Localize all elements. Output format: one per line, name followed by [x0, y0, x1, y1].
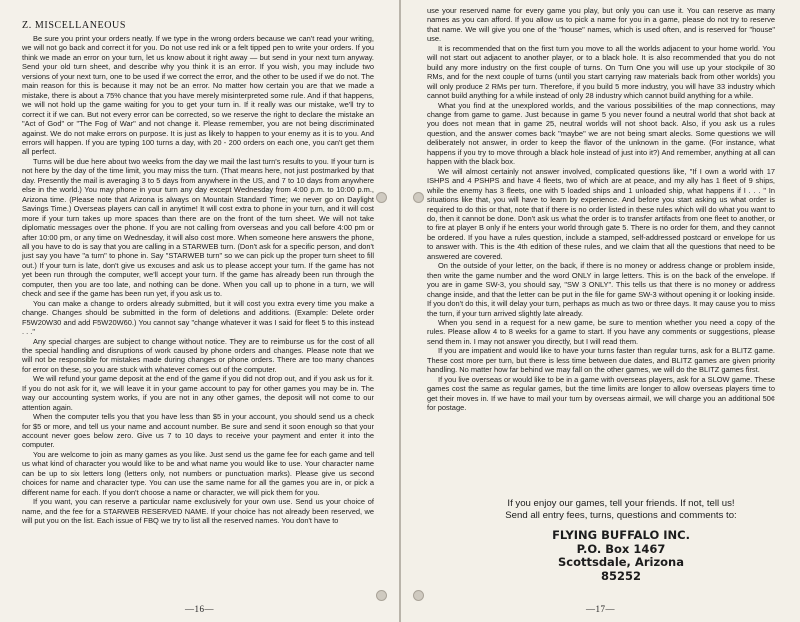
- zip-code: 85252: [600, 568, 641, 583]
- promo-line: If you enjoy our games, tell your friends. If not, tell us!: [507, 498, 735, 509]
- paragraph: Any special charges are subject to change without notice. They are to reimburse us for the cost of all the special handling and disruptions of work caused by phone orders and changes. Please note that we will not be responsible for mistakes made during changes or phone orders. There are too many chances for error on these, so you are stuck with whatever comes out of the computer.: [22, 336, 374, 374]
- paragraph: If you are impatient and would like to have your turns faster than regular turns, ask for a BLITZ game. These cost more per turn, but there is less time between due dates, and BLITZ games are given priority handling. No matter how far behind we may fall on the other games, we will do the BLITZ games first.: [427, 346, 775, 375]
- company-name: FLYING BUFFALO INC.: [552, 528, 690, 542]
- promo-block: [471, 498, 771, 522]
- left-text-column: [22, 34, 374, 526]
- page-16: [0, 0, 399, 622]
- staple-hole: [376, 590, 387, 601]
- paragraph: You can make a change to orders already submitted, but it will cost you extra every time you make a change. Changes should be submitted in the form of deletions and additions. (Example: Delete order F5W20W30 and add F5W20W60.) You cannot say "change whatever it was I said for fleet 5 to this instead . . .": [22, 298, 374, 337]
- paragraph: Be sure you print your orders neatly. If we type in the wrong orders because we can't read your writing, we will not go back and correct it for you. Do not use red ink or a felt tipped pen to write your orders. If you think we made an error on your turn, let us know about it right away — but send in your next turn anyway. Send your old turn sheet, and describe why you think it is an error. If you wish, you may include two versions of your next turn, one to be used if we correct the error, and the other to be used if we do not. The main reason for this is because it may not be an error. No matter how certain you are that we made a mistake, there is about a 75% chance that you have merely misinterpreted some rule. And if that happens, we will not hold up the game waiting for you to get your turn in. If it really was our mistake, we'll try to correct it if we can. But not every error can be corrected, so we reserve the right to declare the mistake an "Act of God" or "The Fog of War" and not change it. Please remember, you are not being discriminated against. We do not make errors on purpose. It is just as likely to happen to your enemy as it is to you. And errors will happen. If you are typing 100 turns a day, with 20 - 200 orders on each one, you can't get them all perfect.: [22, 34, 374, 157]
- staple-hole: [376, 192, 387, 203]
- right-text-column: [427, 6, 775, 412]
- paragraph: We will refund your game deposit at the end of the game if you did not drop out, and if you ask us for it. If you do not ask for it, we will leave it in your game account to pay for other games you may be in. The way our accounting system works, if you are not in any other games, the deposit will not come to our attention again.: [22, 374, 374, 412]
- po-box: P.O. Box 1467: [576, 541, 666, 556]
- page-number: —16—: [185, 604, 214, 614]
- paragraph: On the outside of your letter, on the back, if there is no money or address change or problem inside, then write the game number and the word ONLY in large letters. This is on the back of the envelope. If you are in game SW-3, you should say, "SW 3 ONLY". This tells us that there is no money or address change inside, and that the letter can be put in the file for game SW-3 without opening it or looking inside. If you don't do this, it will delay your turn, perhaps as much as two or three days. It may cause you to miss the turn, if your turn arrived slightly late already.: [427, 261, 775, 318]
- staple-hole: [413, 590, 424, 601]
- paragraph: You are welcome to join as many games as you like. Just send us the game fee for each game and tell us what kind of character you would like to be and what name you would like to use. Your character name can be up to six letters long (letters only, not numbers or punctuation marks). Please give us second choices for name and character type. You can use the same name for all the games you are in, or pick a different name for each. If you don't choose a name or character, we will pick them for you.: [22, 449, 374, 497]
- staple-hole: [413, 192, 424, 203]
- city-state: Scottsdale, Arizona: [557, 555, 684, 570]
- page-17: [401, 0, 800, 622]
- section-heading: Z. MISCELLANEOUS: [22, 20, 127, 31]
- paragraph: If you want, you can reserve a particular name exclusively for your own use. Send us your choice of name, and the fee for a STARWEB RESERVED NAME. If your choice has not already been reserved, we will put you on the list. Each issue of FBQ we try to list all the reserved names. You don't have to: [22, 497, 374, 526]
- page-number: —17—: [586, 604, 615, 614]
- paragraph: It is recommended that on the first turn you move to all the worlds adjacent to your home world. You will not start out adjacent to another player, or to a black hole. It is also recommended that you do not build any more industry on the first couple of turns. On Turn One you will use up your stockpile of 30 RMs, and for the next couple of turns (until you start carrying raw materials back from other worlds) you will only produce 2 RMs per turn. Therefore, if you build 5 more industry, you will have 33 industry which cannot build anything for a while instead of only 28 industry which cannot build anything for a while.: [427, 43, 775, 101]
- paragraph: We will almost certainly not answer involved, complicated questions like, "If I own a world with 17 ISHPS and 4 PSHPS and have 4 fleets, two of which are at peace, and my ally has 1 fleet of 9 ships, while the enemy has 3 fleets, one with 5 loaded ships and 1 unloaded ship, what happens if I . . . " In situations like that, you will have to learn by experience. And before you start asking us what order is required to do this or that, note that if there is no order listed in these rules which will do what you want to do, then it cannot be done. Don't ask us what the order is to transfer artifacts from one fleet to another, or to fire at player B only if he enters your world through gate 5. There is no order for them, and they cannot be ordered. If you have a rules question, include a stamped, self-addressed postcard or envelope for us to answer with. This is the 4th edition of these rules, and we claim that all the questions that need to be answered are covered.: [427, 166, 775, 261]
- paragraph: What you find at the unexplored worlds, and the various possibilities of the map connections, may change from game to game. Just because in game 5 you never found a neutral world that shot back at you does not mean that in game 25, neutral worlds will not shoot back. Also, if you ask us a rules question, and the answer comes back "maybe" we are not being smart alecks. Some questions we will deliberately not answer, in order to keep the flavor of the unknown in the game. (For instance, what happens if you try to move through a black hole instead of just into it?) And remember, anything at all can happen with the black box.: [427, 100, 775, 167]
- promo-line: Send all entry fees, turns, questions and comments to:: [505, 510, 737, 521]
- paragraph: When the computer tells you that you have less than $5 in your account, you should send us a check for $5 or more, and tell us your name and account number. Be sure and send it soon enough so that your account never goes below zero. Give us 7 to 10 days to receive your payment and enter it into the computer.: [22, 412, 374, 450]
- paragraph: Turns will be due here about two weeks from the day we mail the last turn's results to you. If your turn is not here by the day of the time limit, you may miss the turn. (That means here, not just postmarked by that day. Presently the mail is averaging 3 to 5 days from anywhere in the US, and 7 to 10 days from anywhere else in the world.) You may phone in your turn any day except Wednesday from 4:00 p.m. to 10:00 p.m., Arizona time. (Please note that Arizona is always on Mountain Standard Time; we never go on Daylight Savings Time.) Overseas players can call in anytime! It will cost extra to phone in your turn, and it will cost more if your turn takes up more spaces than there are on the front of the turn sheet. We will not take diplomatic messages over the phone. If you are not calling from overseas and you call before 4:00 pm or after 10:00 pm, or any time on Wednesday, it will also cost more. When someone here answers the phone, all you have to do is say that you are calling in a STARWEB turn. (Don't ask for a specific person, and don't just say you have "a turn" to phone in. Say "STARWEB turn" so we can pick up the proper turn sheet to fill out.) If your turn is late, don't give us excuses and ask us to please accept your turn. If the game has not yet been run through the computer, we'll accept your turn. If the game has already been run through the computer, then you are too late, and nothing can be done. When you call up to phone in a turn, we will check and see if the game has been run yet, if you ask us to.: [22, 156, 374, 299]
- paragraph: If you live overseas or would like to be in a game with overseas players, ask for a SLOW game. These games cost the same as regular games, but the time limits are longer to allow overseas players time to get their moves in. If we have to mail your turn by overseas airmail, we will charge you an additional 50¢ for postage.: [427, 374, 775, 413]
- paragraph: use your reserved name for every game you play, but only you can use it. You can reserve as many names as you can afford. If you allow us to pick a name for you in a game, please do not try to reserve that name. We will give you one of the "house" names, which is used often, and is reserved for "house" use.: [427, 6, 775, 44]
- paragraph: When you send in a request for a new game, be sure to mention whether you need a copy of the rules. Please allow 4 to 8 weeks for a game to start. If you have any comments or suggestions, please send them in. I may not answer you directly, but I will read them.: [427, 317, 775, 346]
- company-address: [471, 529, 771, 583]
